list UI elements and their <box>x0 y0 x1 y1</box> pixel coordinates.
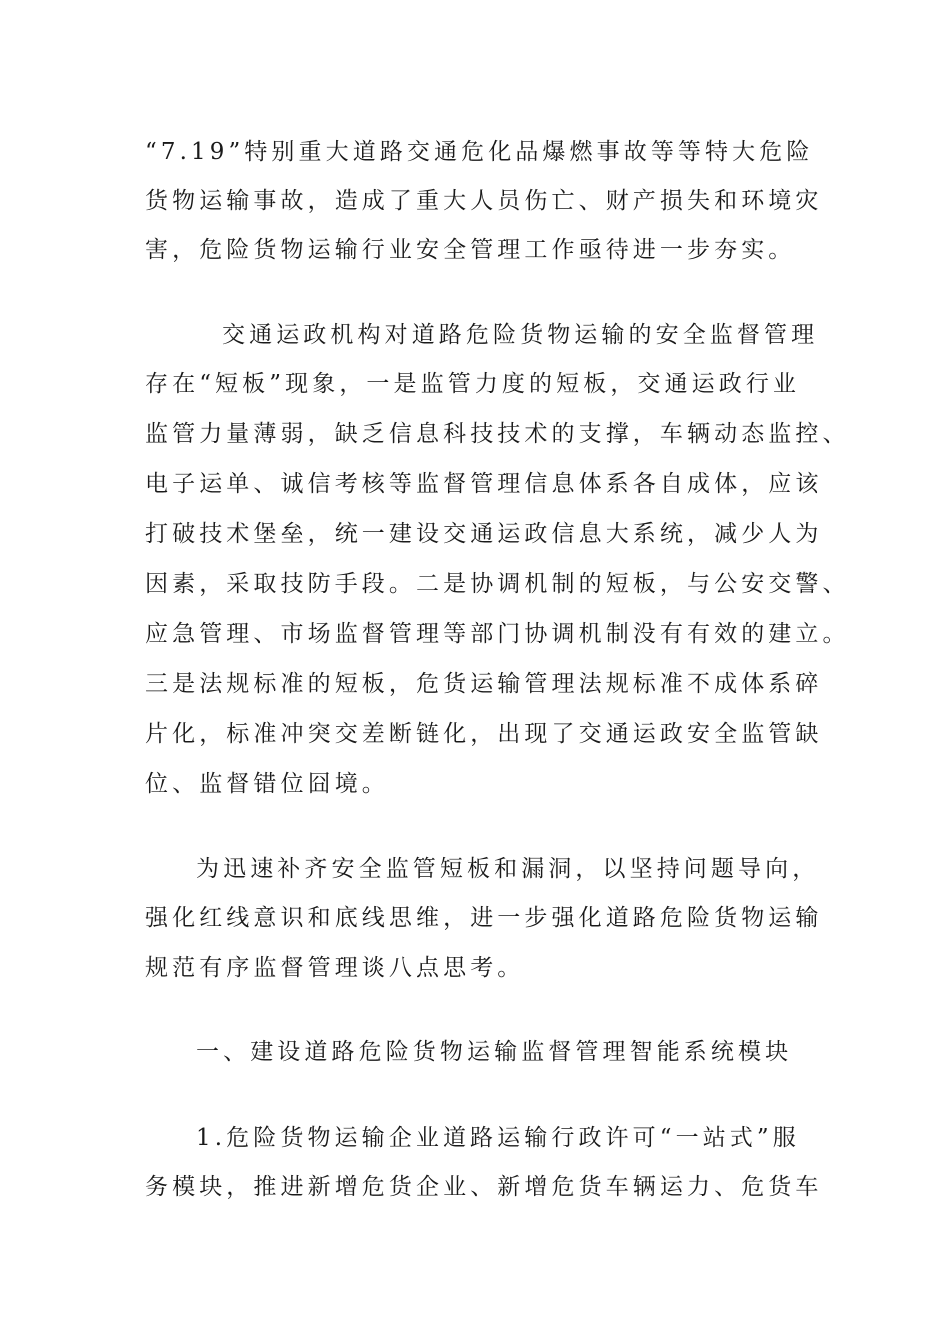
text-line: 监管力量薄弱，缺乏信息科技技术的支撑，车辆动态监控、 <box>145 421 850 447</box>
text-line: 害，危险货物运输行业安全管理工作亟待进一步夯实。 <box>145 237 796 263</box>
text-line: 强化红线意识和底线思维，进一步强化道路危险货物运输 <box>145 905 823 931</box>
text-line: 货物运输事故，造成了重大人员伤亡、财产损失和环境灾 <box>145 188 823 214</box>
text-line: 存在“短板”现象，一是监管力度的短板，交通运政行业 <box>145 371 801 397</box>
text-line: 电子运单、诚信考核等监督管理信息体系各自成体，应该 <box>145 471 823 497</box>
text-line: 打破技术堡垒，统一建设交通运政信息大系统，减少人为 <box>145 521 823 547</box>
text-line: 片化，标准冲突交差断链化，出现了交通运政安全监管缺 <box>145 721 823 747</box>
text-line: 位、监督错位囧境。 <box>145 771 389 797</box>
text-line: 三是法规标准的短板，危货运输管理法规标准不成体系碎 <box>145 671 823 697</box>
heading-text: 一、建设道路危险货物运输监督管理智能系统模块 <box>196 1039 793 1065</box>
text-line: 应急管理、市场监督管理等部门协调机制没有有效的建立。 <box>145 621 850 647</box>
text-line: 交通运政机构对道路危险货物运输的安全监督管理 <box>222 322 819 348</box>
text-line: 因素，采取技防手段。二是协调机制的短板，与公安交警、 <box>145 571 850 597</box>
text-line: 为迅速补齐安全监管短板和漏洞，以坚持问题导向， <box>196 856 820 882</box>
text-line: 规范有序监督管理谈八点思考。 <box>145 955 525 981</box>
text-line: 1.危险货物运输企业道路运输行政许可“一站式”服 <box>196 1125 800 1151</box>
text-line: 务模块，推进新增危货企业、新增危货车辆运力、危货车 <box>145 1174 823 1200</box>
text-line: “7.19”特别重大道路交通危化品爆燃事故等等特大危险 <box>145 139 814 165</box>
